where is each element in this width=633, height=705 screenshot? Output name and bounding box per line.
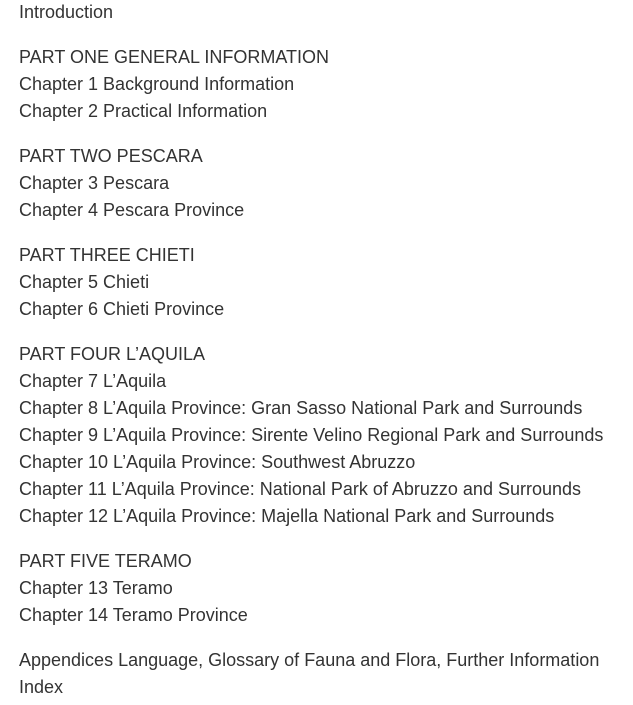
chapter-8: Chapter 8 L’Aquila Province: Gran Sasso National Park and Surrounds bbox=[19, 398, 583, 418]
toc-appendices: Appendices Language, Glossary of Fauna and Flora, Further Information bbox=[19, 650, 600, 670]
chapter-7: Chapter 7 L’Aquila bbox=[19, 371, 167, 391]
chapter-14: Chapter 14 Teramo Province bbox=[19, 605, 248, 625]
chapter-9: Chapter 9 L’Aquila Province: Sirente Velino Regional Park and Surrounds bbox=[19, 425, 604, 445]
part-heading-five: PART FIVE TERAMO bbox=[19, 551, 192, 571]
toc-index: Index bbox=[19, 677, 64, 697]
chapter-2: Chapter 2 Practical Information bbox=[19, 101, 268, 121]
part-heading-two: PART TWO PESCARA bbox=[19, 146, 203, 166]
chapter-13: Chapter 13 Teramo bbox=[19, 578, 173, 598]
chapter-3: Chapter 3 Pescara bbox=[19, 173, 170, 193]
chapter-4: Chapter 4 Pescara Province bbox=[19, 200, 245, 220]
chapter-10: Chapter 10 L’Aquila Province: Southwest Abruzzo bbox=[19, 452, 416, 472]
part-heading-three: PART THREE CHIETI bbox=[19, 245, 195, 265]
part-heading-four: PART FOUR L’AQUILA bbox=[19, 344, 206, 364]
chapter-1: Chapter 1 Background Information bbox=[19, 74, 295, 94]
toc-introduction: Introduction bbox=[19, 2, 114, 22]
chapter-12: Chapter 12 L’Aquila Province: Majella National Park and Surrounds bbox=[19, 506, 555, 526]
chapter-5: Chapter 5 Chieti bbox=[19, 272, 150, 292]
chapter-11: Chapter 11 L’Aquila Province: National Park of Abruzzo and Surrounds bbox=[19, 479, 581, 499]
part-heading-one: PART ONE GENERAL INFORMATION bbox=[19, 47, 330, 67]
chapter-6: Chapter 6 Chieti Province bbox=[19, 299, 225, 319]
